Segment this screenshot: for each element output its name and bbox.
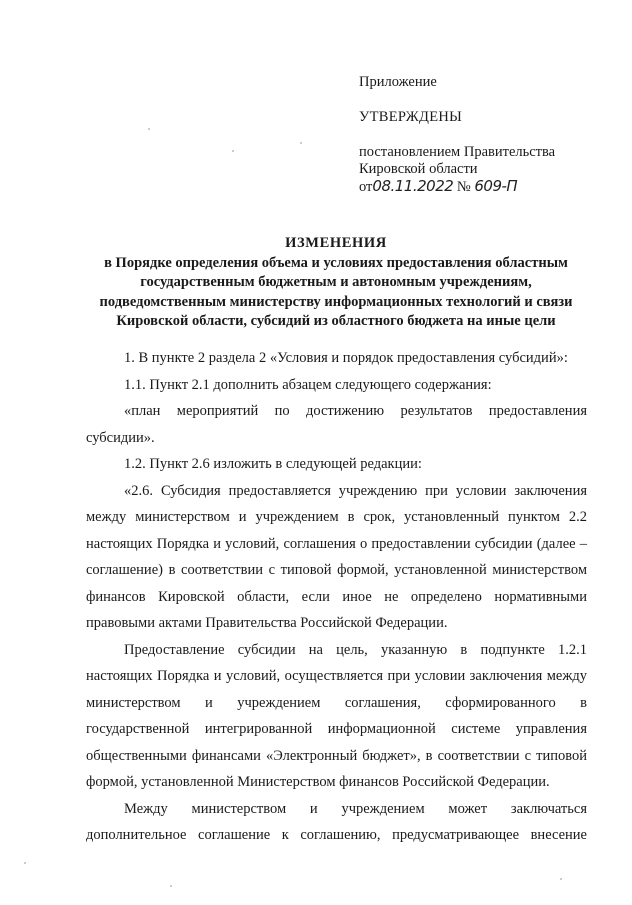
title-line-2: государственным бюджетным и автономным учреждениям, (140, 274, 532, 290)
paragraph-2: 1.1. Пункт 2.1 дополнить абзацем следующего содержания: (124, 376, 492, 393)
document-body (86, 345, 587, 849)
appendix-label: Приложение (359, 74, 437, 90)
title-line-1: в Порядке определения объема и условиях предоставления областным (104, 254, 568, 271)
paragraph-4: 1.2. Пункт 2.6 изложить в следующей редакции: (124, 456, 422, 472)
paragraph-3: «план мероприятий по достижению результатов предоставления субсидии». (86, 403, 587, 446)
title-line-4: Кировской области, субсидий из областного бюджета на иные цели (116, 313, 556, 329)
scan-speck (170, 885, 172, 887)
scan-speck (148, 128, 150, 130)
number-prefix: № (456, 179, 471, 195)
scan-speck (232, 150, 234, 152)
paragraph-1: 1. В пункте 2 раздела 2 «Условия и порядок предоставления субсидий»: (124, 350, 568, 366)
scan-speck (560, 878, 562, 880)
decree-number: 609-П (474, 177, 518, 195)
decree-date: 08.11.2022 (372, 177, 454, 195)
paragraph-7: Между министерством и учреждением может заключаться дополнительное соглашение к соглашению, предусматривающее внесение (86, 800, 587, 843)
decree-date-number (359, 178, 619, 196)
document-title (80, 234, 592, 332)
scan-speck (300, 142, 302, 144)
scan-speck (24, 862, 26, 864)
paragraph-5: «2.6. Субсидия предоставляется учреждению при условии заключения между министерством и учреждением в срок, установленный пунктом 2.2 настоящих Порядка и условий, соглашения о предоставлении субсидии (далее – соглашение) в соответствии с типовой формой, установленной министерством финансов Кировской области, если иное не определено нормативными правовыми актами Правительства Российской Федерации. (86, 482, 587, 631)
approval-block (359, 74, 619, 196)
date-prefix: от (359, 179, 373, 195)
paragraph-6: Предоставление субсидии на цель, указанную в подпункте 1.2.1 настоящих Порядка и условий, осуществляется при условии заключения между министерством и учреждением соглашения, сформированного в государственной интегрированной информационной системе управления общественными финансами «Электронный бюджет», в соответствии с типовой формой, установленной Министерством финансов Российской Федерации. (86, 641, 587, 790)
decree-line-2: Кировской области (359, 161, 478, 177)
title-line-3: подведомственным министерству информационных технологий и связи (99, 293, 573, 310)
title-heading: ИЗМЕНЕНИЯ (285, 235, 387, 251)
decree-line-1: постановлением Правительства (359, 144, 556, 160)
approved-label: УТВЕРЖДЕНЫ (359, 109, 463, 125)
